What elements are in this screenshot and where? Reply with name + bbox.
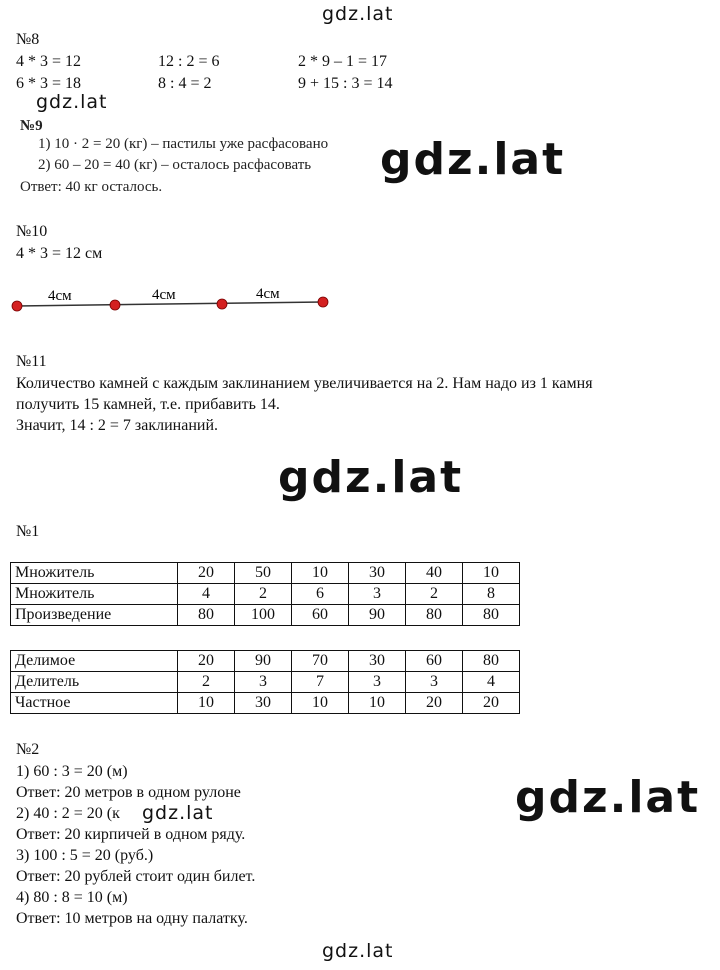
- table-cell: 4: [463, 672, 520, 693]
- division-table: [10, 650, 520, 714]
- segment-point-3: [217, 299, 227, 309]
- task-10-title: №10: [16, 223, 48, 240]
- watermark-large-2: gdz.lat: [278, 452, 464, 503]
- table-row: [11, 672, 520, 693]
- task-9-line-1: 1) 10 · 2 = 20 (кг) – пастилы уже расфасовано: [38, 136, 329, 152]
- table-cell: 3: [406, 672, 463, 693]
- table-cell: 8: [463, 584, 520, 605]
- table-cell: 30: [349, 651, 406, 672]
- segment-point-2: [110, 300, 120, 310]
- table-row: [11, 584, 520, 605]
- segment-label-1: 4см: [48, 288, 72, 304]
- table-cell: 10: [292, 563, 349, 584]
- task-11-title: №11: [16, 353, 47, 370]
- task-8-eq-3: 2 * 9 – 1 = 17: [298, 53, 388, 70]
- table-row: [11, 605, 520, 626]
- table-row: [11, 651, 520, 672]
- table-cell: 90: [235, 651, 292, 672]
- task-11-line-1: Количество камней с каждым заклинанием увеличивается на 2. Нам надо из 1 камня: [16, 375, 593, 392]
- watermark-large-3: gdz.lat: [515, 772, 701, 823]
- table-cell: 3: [349, 672, 406, 693]
- segment-point-4: [318, 297, 328, 307]
- table-cell: 70: [292, 651, 349, 672]
- table-cell: 80: [178, 605, 235, 626]
- table-cell: 80: [406, 605, 463, 626]
- task-8-eq-1: 4 * 3 = 12: [16, 53, 82, 70]
- table-cell: 2: [406, 584, 463, 605]
- watermark-small: gdz.lat: [36, 91, 108, 113]
- table-cell: Делимое: [11, 651, 178, 672]
- table-cell: 10: [292, 693, 349, 714]
- task-2-line-5: 3) 100 : 5 = 20 (руб.): [16, 847, 154, 864]
- task-2-line-1: 1) 60 : 3 = 20 (м): [16, 763, 128, 780]
- table-cell: Частное: [11, 693, 178, 714]
- task-11-line-3: Значит, 14 : 2 = 7 заклинаний.: [16, 417, 218, 434]
- task-8-eq-5: 8 : 4 = 2: [158, 75, 212, 92]
- table-cell: 2: [235, 584, 292, 605]
- segment-point-1: [12, 301, 22, 311]
- task-2-title: №2: [16, 741, 40, 758]
- segment-label-2: 4см: [152, 287, 176, 303]
- task-2-line-4: Ответ: 20 кирпичей в одном ряду.: [16, 826, 246, 843]
- watermark-large-1: gdz.lat: [380, 134, 566, 185]
- table-cell: 3: [235, 672, 292, 693]
- task-2-line-3: 2) 40 : 2 = 20 (к: [16, 805, 120, 822]
- table-cell: 10: [463, 563, 520, 584]
- task-11-line-2: получить 15 камней, т.е. прибавить 14.: [16, 396, 280, 413]
- watermark-inline: gdz.lat: [142, 802, 214, 824]
- table-cell: 10: [349, 693, 406, 714]
- multiplication-table: [10, 562, 520, 626]
- task-2-line-2: Ответ: 20 метров в одном рулоне: [16, 784, 241, 801]
- table-cell: 20: [178, 563, 235, 584]
- table-cell: 80: [463, 605, 520, 626]
- watermark-top: gdz.lat: [322, 3, 394, 25]
- table-cell: 40: [406, 563, 463, 584]
- task-9-title: №9: [20, 118, 43, 134]
- task-2-line-6: Ответ: 20 рублей стоит один билет.: [16, 868, 256, 885]
- table-cell: 30: [349, 563, 406, 584]
- table-cell: 3: [349, 584, 406, 605]
- watermark-bottom: gdz.lat: [322, 940, 394, 962]
- table-cell: 6: [292, 584, 349, 605]
- task-8-title: №8: [16, 31, 40, 48]
- table-cell: Множитель: [11, 584, 178, 605]
- table-cell: Множитель: [11, 563, 178, 584]
- task-8-eq-6: 9 + 15 : 3 = 14: [298, 75, 393, 92]
- task-9-line-2: 2) 60 – 20 = 40 (кг) – осталось расфасовать: [38, 157, 312, 173]
- table-cell: 100: [235, 605, 292, 626]
- table-cell: 60: [406, 651, 463, 672]
- segment-label-3: 4см: [256, 286, 280, 302]
- table-row: [11, 693, 520, 714]
- table-row: [11, 563, 520, 584]
- table-cell: 20: [178, 651, 235, 672]
- table-cell: 80: [463, 651, 520, 672]
- task-2-line-7: 4) 80 : 8 = 10 (м): [16, 889, 128, 906]
- task-2-line-8: Ответ: 10 метров на одну палатку.: [16, 910, 248, 927]
- task-8-eq-4: 6 * 3 = 18: [16, 75, 82, 92]
- table-cell: 90: [349, 605, 406, 626]
- task-8-eq-2: 12 : 2 = 6: [158, 53, 220, 70]
- table-cell: 60: [292, 605, 349, 626]
- table-cell: 2: [178, 672, 235, 693]
- table-cell: 4: [178, 584, 235, 605]
- table-cell: 20: [406, 693, 463, 714]
- table-cell: 20: [463, 693, 520, 714]
- table-cell: 7: [292, 672, 349, 693]
- segment-diagram: [0, 280, 360, 320]
- table-cell: 10: [178, 693, 235, 714]
- task-1-title: №1: [16, 523, 40, 540]
- task-10-eq: 4 * 3 = 12 см: [16, 245, 103, 262]
- table-cell: 30: [235, 693, 292, 714]
- table-cell: Произведение: [11, 605, 178, 626]
- table-cell: 50: [235, 563, 292, 584]
- table-cell: Делитель: [11, 672, 178, 693]
- task-9-answer: Ответ: 40 кг осталось.: [20, 179, 163, 195]
